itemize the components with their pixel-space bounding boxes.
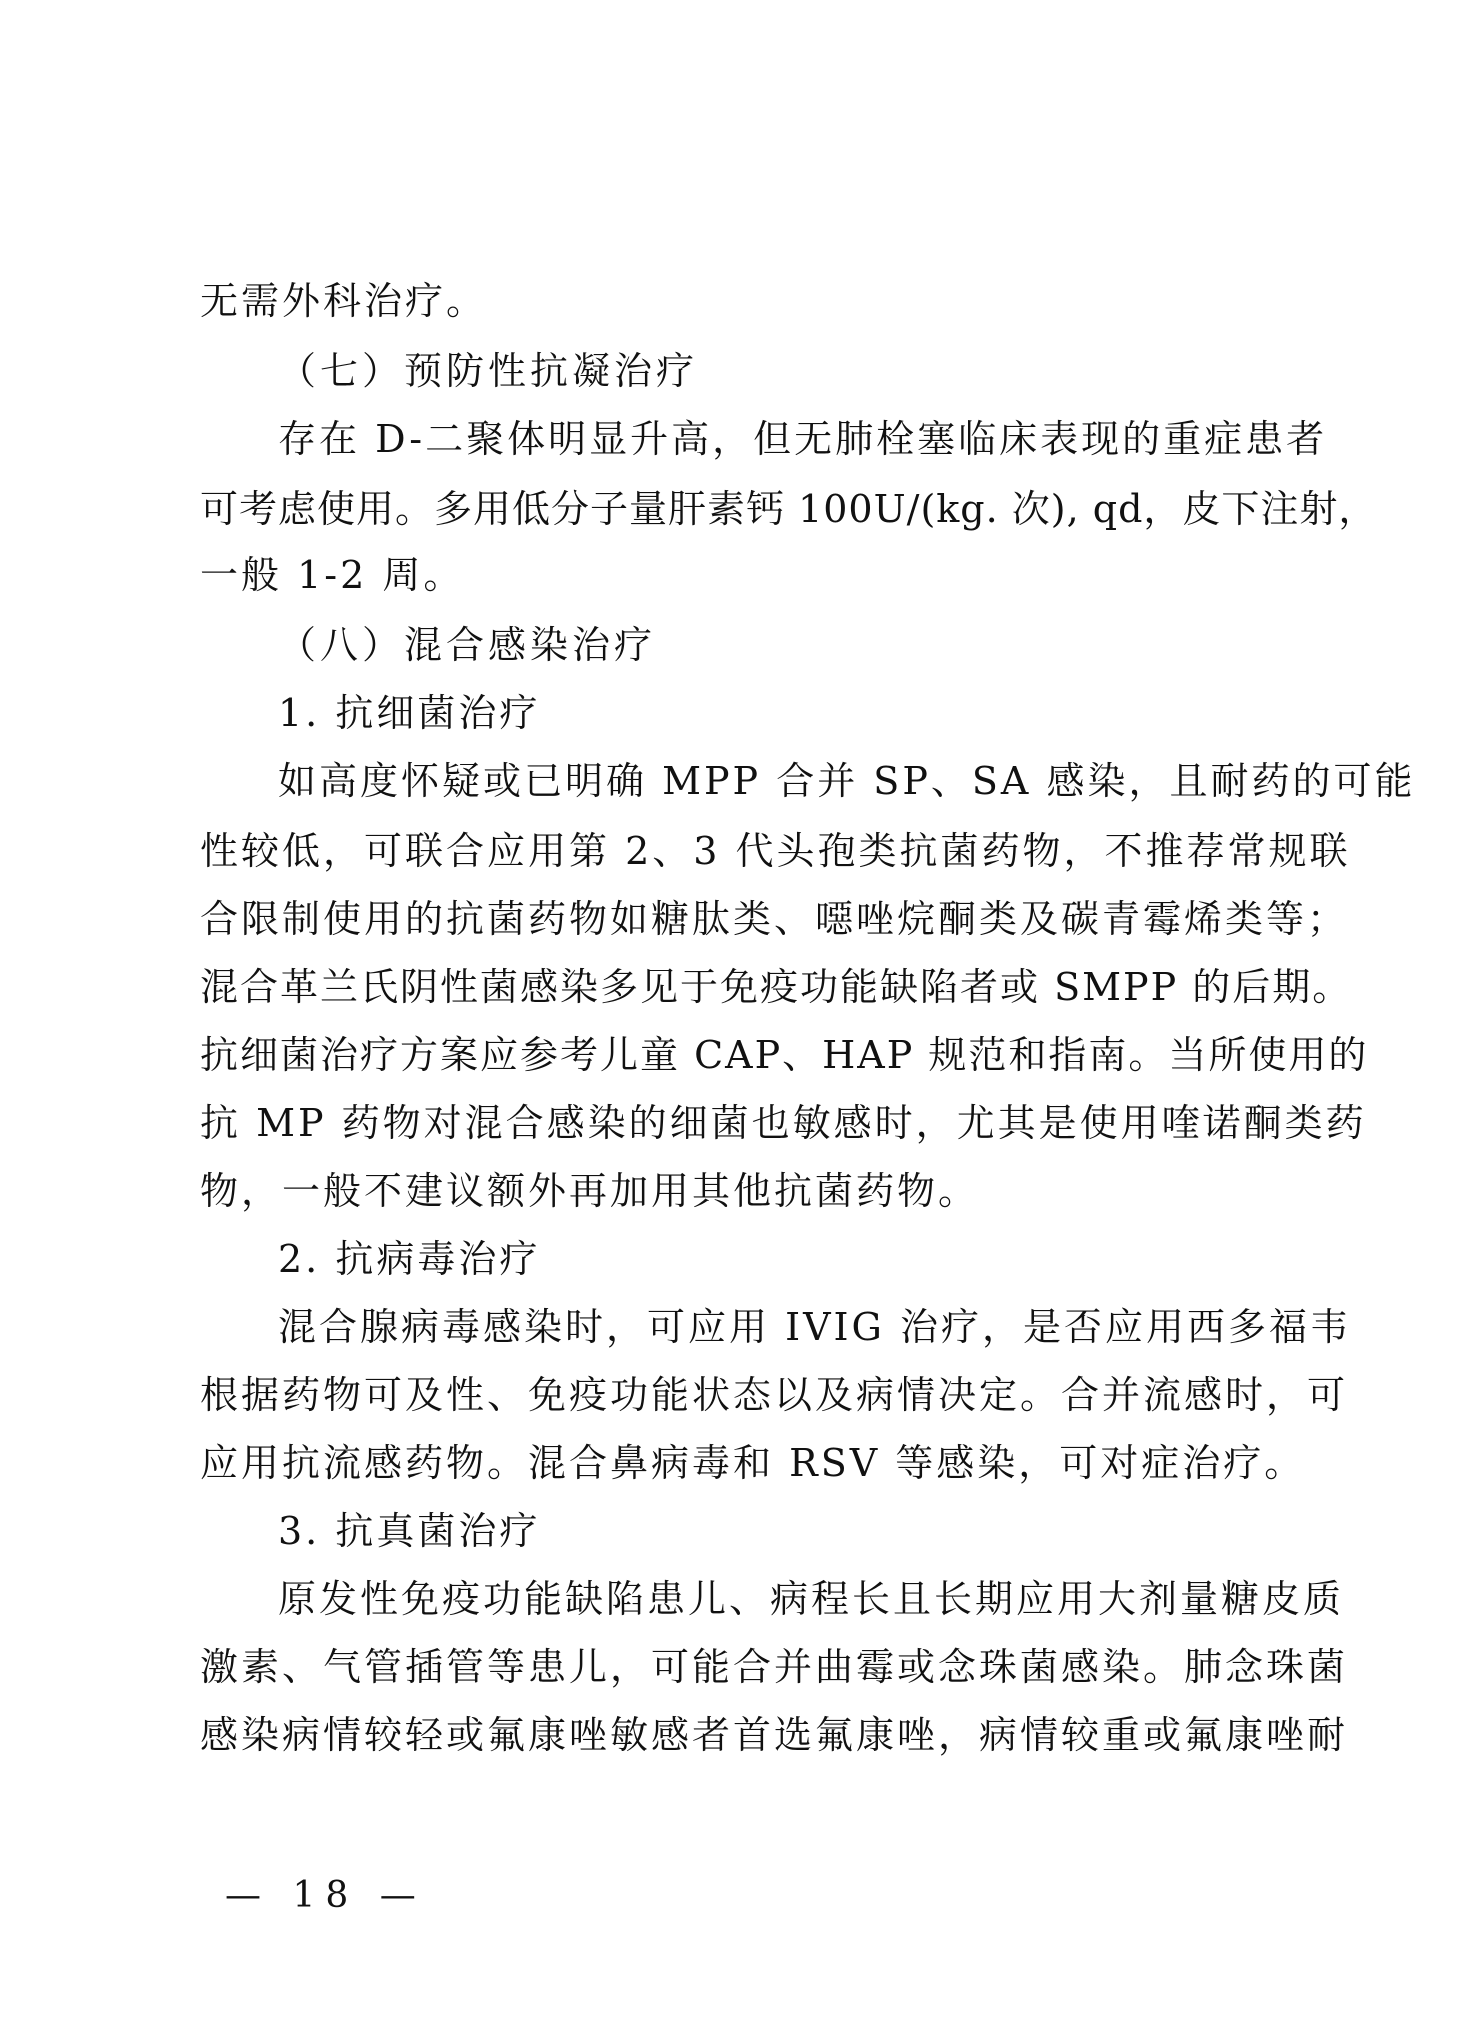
- subsection-heading-1: 1. 抗细菌治疗: [278, 691, 541, 735]
- body-text-line: 存在 D-二聚体明显升高，但无肺栓塞临床表现的重症患者: [278, 417, 1328, 461]
- body-text-line: 抗 MP 药物对混合感染的细菌也敏感时，尤其是使用喹诺酮类药: [200, 1101, 1367, 1145]
- body-text-line: 混合革兰氏阴性菌感染多见于免疫功能缺陷者或 SMPP 的后期。: [200, 965, 1353, 1009]
- page-number: — 18 —: [225, 1875, 426, 1916]
- subsection-heading-2: 2. 抗病毒治疗: [278, 1237, 541, 1281]
- body-text-line: 物，一般不建议额外再加用其他抗菌药物。: [200, 1169, 980, 1213]
- section-heading-8: （八）混合感染治疗: [278, 623, 657, 667]
- body-text-line: 可考虑使用。多用低分子量肝素钙 100U/(kg. 次), qd，皮下注射，: [200, 487, 1378, 531]
- body-text-line: 原发性免疫功能缺陷患儿、病程长且长期应用大剂量糖皮质: [278, 1577, 1345, 1621]
- body-text-line: 感染病情较轻或氟康唑敏感者首选氟康唑，病情较重或氟康唑耐: [200, 1713, 1349, 1757]
- body-text-line: 抗细菌治疗方案应参考儿童 CAP、HAP 规范和指南。当所使用的: [200, 1033, 1369, 1077]
- body-text-line: 混合腺病毒感染时，可应用 IVIG 治疗，是否应用西多福韦: [278, 1305, 1351, 1349]
- body-text-line: 应用抗流感药物。混合鼻病毒和 RSV 等感染，可对症治疗。: [200, 1441, 1306, 1485]
- body-text-line: 性较低，可联合应用第 2、3 代头孢类抗菌药物，不推荐常规联: [200, 829, 1351, 873]
- subsection-heading-3: 3. 抗真菌治疗: [278, 1509, 541, 1553]
- body-text-line: 如高度怀疑或已明确 MPP 合并 SP、SA 感染，且耐药的可能: [278, 759, 1416, 803]
- body-text-line: 激素、气管插管等患儿，可能合并曲霉或念珠菌感染。肺念珠菌: [200, 1645, 1349, 1689]
- body-text-line: 一般 1-2 周。: [200, 553, 465, 597]
- body-text-line: 根据药物可及性、免疫功能状态以及病情决定。合并流感时，可: [200, 1373, 1349, 1417]
- body-text-line: 无需外科治疗。: [200, 279, 488, 323]
- section-heading-7: （七）预防性抗凝治疗: [278, 349, 699, 393]
- body-text-line: 合限制使用的抗菌药物如糖肽类、噁唑烷酮类及碳青霉烯类等；: [200, 897, 1349, 941]
